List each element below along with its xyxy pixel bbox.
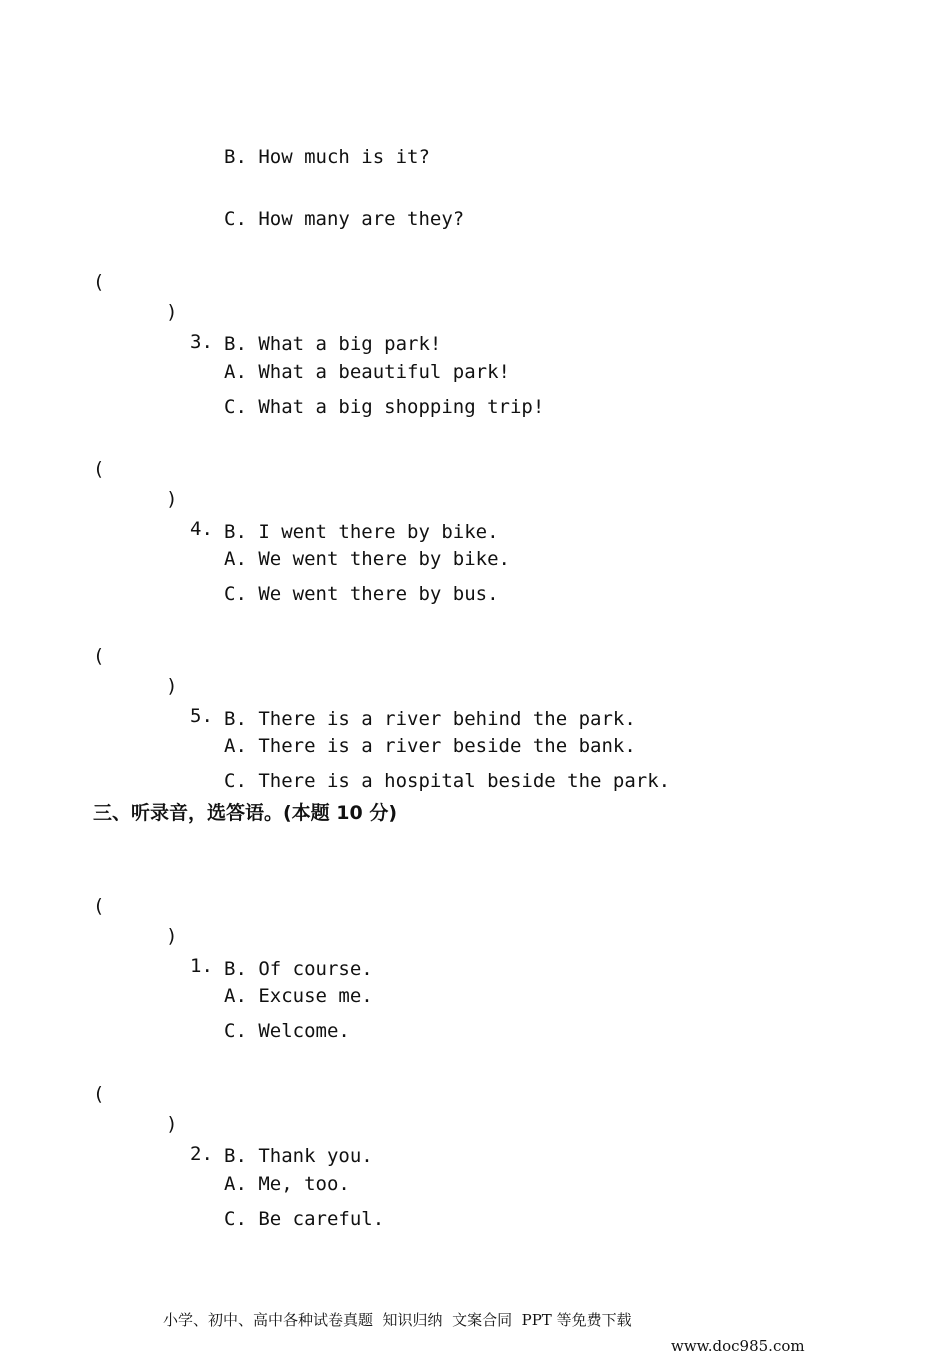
question-number: 4. xyxy=(190,518,213,540)
answer-bracket-open: ( xyxy=(93,458,105,480)
option-text: A. What a beautiful park! xyxy=(224,361,510,383)
answer-bracket-open: ( xyxy=(93,1083,105,1105)
option-text: A. Excuse me. xyxy=(224,985,373,1007)
option-line xyxy=(0,174,465,230)
answer-bracket-close: ) xyxy=(166,925,178,947)
option-line xyxy=(0,674,636,730)
question-number: 3. xyxy=(190,331,213,353)
option-text: A. Me, too. xyxy=(224,1173,350,1195)
answer-bracket-open: ( xyxy=(93,895,105,917)
option-line xyxy=(0,299,442,355)
option-line xyxy=(0,1111,373,1167)
section-heading: 三、听录音，选答语。(本题 10 分) xyxy=(93,802,398,824)
page-footer xyxy=(0,1281,950,1355)
footer-text: 小学、初中、高中各种试卷真题 知识归纳 文案合同 PPT 等免费下载 xyxy=(163,1311,632,1329)
footer-url: www.doc985.com xyxy=(671,1337,805,1355)
option-line xyxy=(0,112,430,168)
answer-bracket-close: ) xyxy=(166,488,178,510)
option-text: A. We went there by bike. xyxy=(224,548,510,570)
option-text: B. Thank you. xyxy=(224,1145,373,1167)
option-text: A. There is a river beside the bank. xyxy=(224,735,636,757)
option-text: B. How much is it? xyxy=(224,146,430,168)
option-text: C. What a big shopping trip! xyxy=(224,396,545,418)
answer-bracket-close: ) xyxy=(166,675,178,697)
answer-bracket-open: ( xyxy=(93,271,105,293)
option-text: C. Be careful. xyxy=(224,1208,385,1230)
option-line xyxy=(0,924,373,980)
option-text: C. How many are they? xyxy=(224,208,465,230)
option-text: C. Welcome. xyxy=(224,1020,350,1042)
answer-bracket-open: ( xyxy=(93,645,105,667)
option-line xyxy=(0,487,499,543)
answer-bracket-close: ) xyxy=(166,1113,178,1135)
question-number: 5. xyxy=(190,705,213,727)
option-text: C. We went there by bus. xyxy=(224,583,499,605)
option-text: C. There is a hospital beside the park. xyxy=(224,770,671,792)
answer-bracket-close: ) xyxy=(166,301,178,323)
option-text: B. What a big park! xyxy=(224,333,442,355)
option-text: B. There is a river behind the park. xyxy=(224,708,636,730)
question-number: 1. xyxy=(190,955,213,977)
option-text: B. I went there by bike. xyxy=(224,521,499,543)
option-text: B. Of course. xyxy=(224,958,373,980)
question-number: 2. xyxy=(190,1143,213,1165)
